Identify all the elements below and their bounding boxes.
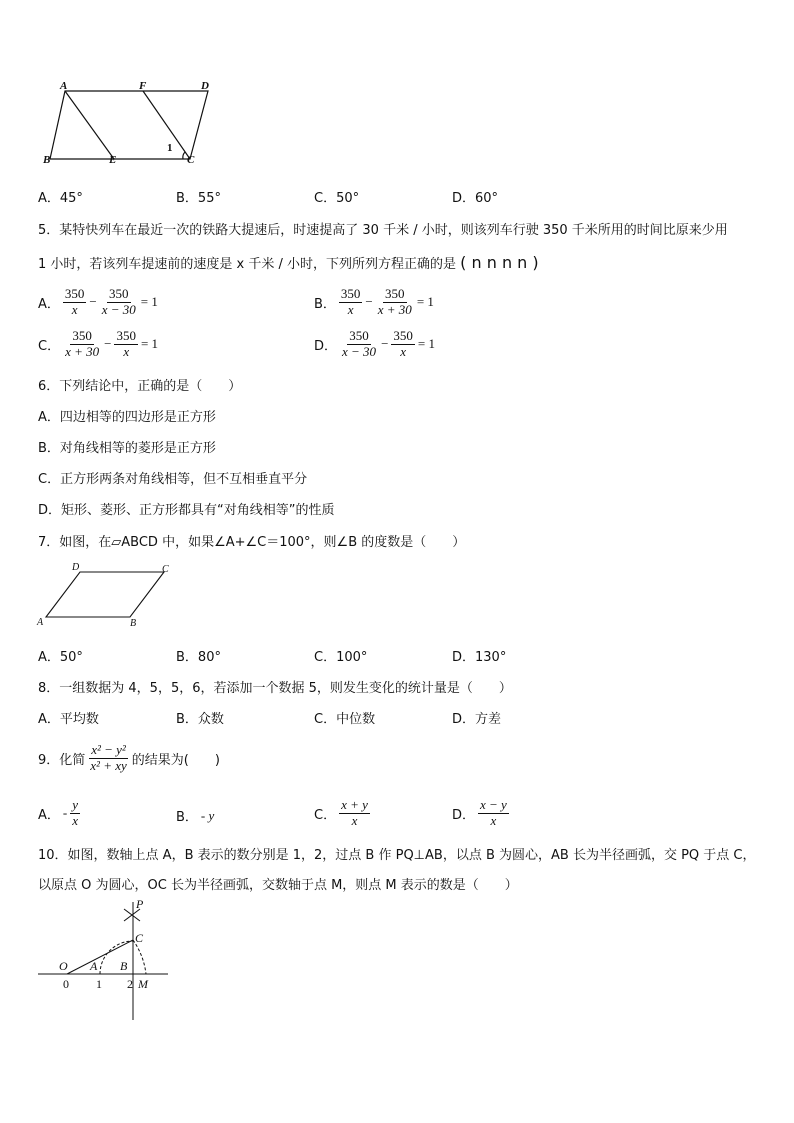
q10-tick-0: 0 xyxy=(63,977,69,991)
q5-option-b[interactable]: B． $\frac{350}{x}$ − $\frac{350}{x + 30}$ = 1 xyxy=(314,286,434,317)
q8-option-b[interactable]: B．众数 xyxy=(176,712,224,727)
q6-option-c[interactable]: C．正方形两条对角线相等，但不互相垂直平分 xyxy=(38,472,308,487)
q5-option-c[interactable]: C． $\frac{350}{x + 30}$ − $\frac{350}{x}$ = 1 xyxy=(38,328,159,359)
q8-stem: 8．一组数据为 4，5，5，6，若添加一个数据 5，则发生变化的统计量是（ ） xyxy=(38,681,512,696)
q6-option-b[interactable]: B．对角线相等的菱形是正方形 xyxy=(38,441,216,456)
q10-number-line-figure xyxy=(34,896,174,1024)
q9-option-c[interactable]: C． $\frac{x + y}{x}$ xyxy=(314,797,368,828)
q4-label-D: D xyxy=(201,80,209,92)
q10-stem-line1: 10．如图，数轴上点 A，B 表示的数分别是 1，2，过点 B 作 PQ⊥AB，以点 B 为圆心，AB 长为半径画弧，交 PQ 于点 C， xyxy=(38,848,756,863)
q7-option-b[interactable]: B．80° xyxy=(176,650,221,665)
q7-option-a[interactable]: A．50° xyxy=(38,650,83,665)
q7-label-D: D xyxy=(72,562,80,573)
q10-label-O: O xyxy=(59,959,68,973)
q7-label-B: B xyxy=(130,618,137,629)
q5-answer-paren: ( n n n n ) xyxy=(460,253,539,272)
q9-option-b[interactable]: B． - y xyxy=(176,807,215,825)
q4-label-B: B xyxy=(43,154,51,166)
q4-option-d[interactable]: D．60° xyxy=(452,191,499,206)
q4-parallelogram-figure xyxy=(40,80,230,170)
q4-angle-1: 1 xyxy=(167,142,173,154)
q5-option-a[interactable]: A． $\frac{350}{x}$ − $\frac{350}{x - 30}$ = 1 xyxy=(38,286,158,317)
q8-option-d[interactable]: D．方差 xyxy=(452,712,502,727)
q6-option-d[interactable]: D．矩形、菱形、正方形都具有“对角线相等”的性质 xyxy=(38,503,335,518)
q6-option-a[interactable]: A．四边相等的四边形是正方形 xyxy=(38,410,216,425)
q8-option-a[interactable]: A．平均数 xyxy=(38,712,99,727)
q10-tick-1: 1 xyxy=(96,977,102,991)
q7-option-d[interactable]: D．130° xyxy=(452,650,507,665)
q5-option-d[interactable]: D． $\frac{350}{x - 30}$ − $\frac{350}{x}$ = 1 xyxy=(314,328,435,359)
q7-label-C: C xyxy=(162,564,169,575)
q7-parallelogram-figure xyxy=(34,560,184,630)
q10-label-A: A xyxy=(90,959,98,973)
q5-stem-line2 xyxy=(38,253,539,272)
q10-tick-2: 2 xyxy=(127,977,133,991)
q9-option-d[interactable]: D． $\frac{x - y}{x}$ xyxy=(452,797,507,828)
q4-label-C: C xyxy=(187,154,195,166)
q5-stem-line1: 5．某特快列车在最近一次的铁路大提速后，时速提高了 30 千米 / 小时，则该列车行驶 350 千米所用的时间比原来少用 xyxy=(38,223,728,238)
q10-label-M: M xyxy=(138,977,148,991)
q5-stem-text: 1 小时，若该列车提速前的速度是 x 千米 / 小时，下列所列方程正确的是 xyxy=(38,257,457,272)
q8-option-c[interactable]: C．中位数 xyxy=(314,712,376,727)
q7-label-A: A xyxy=(37,617,44,628)
q10-label-P: P xyxy=(136,897,144,911)
q6-stem: 6．下列结论中，正确的是（ ） xyxy=(38,379,242,394)
q4-option-c[interactable]: C．50° xyxy=(314,191,360,206)
q7-option-c[interactable]: C．100° xyxy=(314,650,368,665)
q10-label-C: C xyxy=(135,931,144,945)
q9-stem: 9．化简 $\frac{\text{x² − y²}}{\text{x² + xy}}$ 的结果为( ) xyxy=(38,742,220,773)
q10-label-B: B xyxy=(120,959,128,973)
q4-label-F: F xyxy=(139,80,147,92)
q10-stem-line2: 以原点 O 为圆心，OC 长为半径画弧，交数轴于点 M，则点 M 表示的数是（ ） xyxy=(38,878,518,893)
q4-label-A: A xyxy=(60,80,68,92)
q4-option-b[interactable]: B．55° xyxy=(176,191,221,206)
q4-option-a[interactable]: A．45° xyxy=(38,191,83,206)
q7-stem: 7．如图，在▱ABCD 中，如果∠A+∠C＝100°，则∠B 的度数是（ ） xyxy=(38,535,466,550)
q9-option-a[interactable]: A． - $\frac{y}{x}$ xyxy=(38,797,79,828)
q4-label-E: E xyxy=(109,154,117,166)
